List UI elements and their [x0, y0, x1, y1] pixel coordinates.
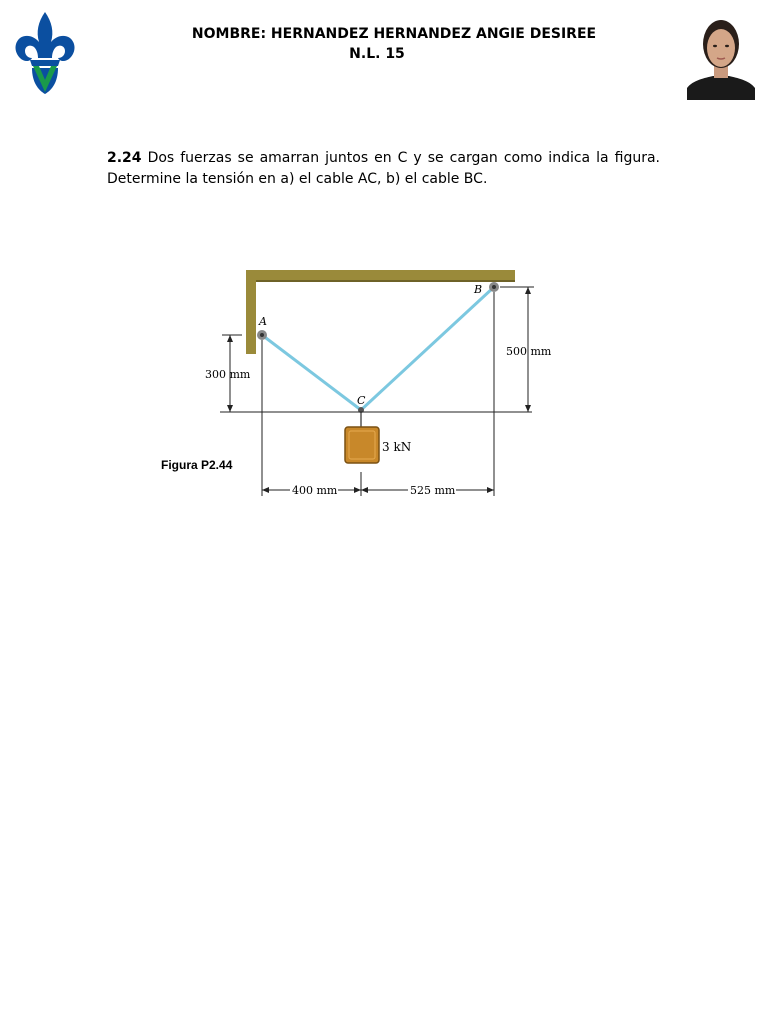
list-number: N.L. 15	[349, 46, 405, 62]
student-photo	[687, 12, 755, 100]
weight-block	[345, 427, 379, 463]
label-a: A	[259, 315, 267, 328]
dim-525: 525 mm	[410, 484, 456, 497]
dim-400: 400 mm	[292, 484, 338, 497]
problem-statement	[107, 148, 660, 190]
figure-caption: Figura P2.44	[161, 458, 233, 472]
dim-500: 500 mm	[506, 345, 552, 358]
load-label: 3 kN	[382, 440, 412, 454]
student-name: NOMBRE: HERNANDEZ HERNANDEZ ANGIE DESIREE	[191, 26, 597, 42]
dim-300: 300 mm	[205, 368, 251, 381]
cable-bc	[361, 287, 494, 410]
label-b: B	[474, 283, 483, 296]
statics-figure	[150, 262, 570, 507]
wall	[246, 270, 256, 354]
label-c: C	[357, 394, 366, 407]
problem-number: 2.24	[107, 150, 142, 166]
cable-ac	[262, 335, 361, 410]
ceiling	[246, 270, 515, 280]
problem-text: Dos fuerzas se amarran juntos en C y se cargan como indica la figura. Determine la tensión en a) el cable AC, b) el cable BC.	[107, 150, 661, 187]
